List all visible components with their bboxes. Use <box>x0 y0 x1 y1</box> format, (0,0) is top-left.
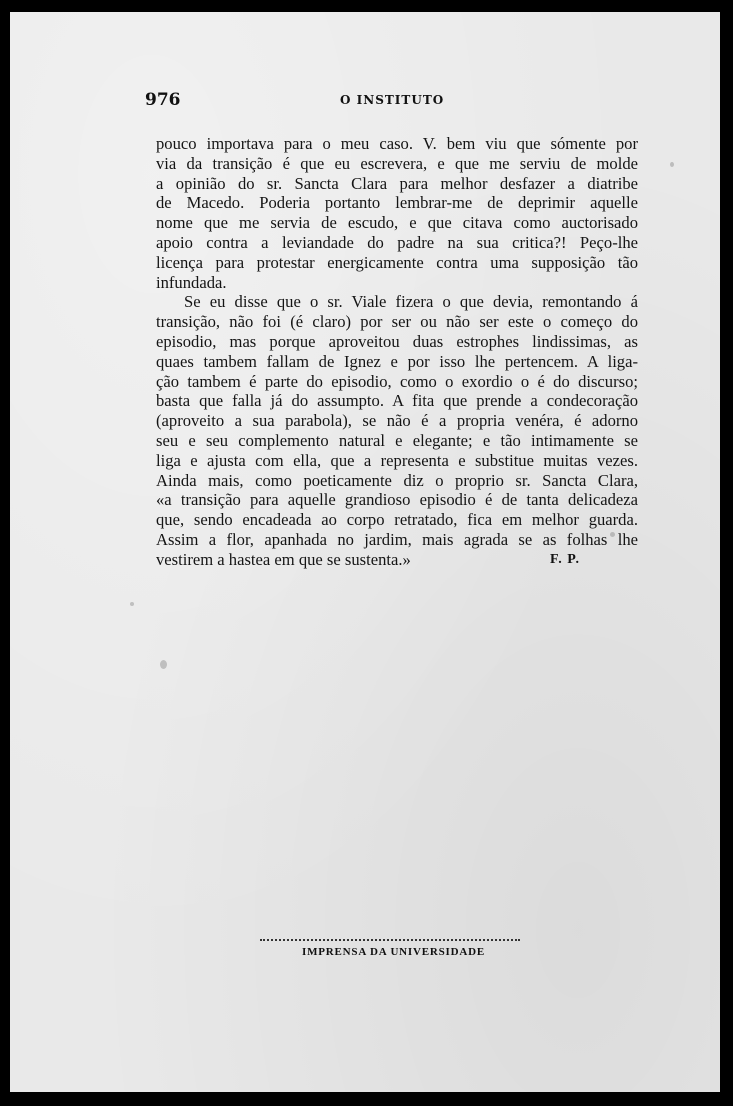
text-line: apoio contra a leviandade do padre na sua critica?! Peço-lhe <box>156 232 638 252</box>
text-line: pouco importava para o meu caso. V. bem viu que sómente por <box>156 134 638 153</box>
text-line: que, sendo encadeada ao corpo retratado, fica em melhor guarda. <box>156 510 638 530</box>
text-line: Se eu disse que o sr. Viale fizera o que devia, remontando á <box>184 292 638 312</box>
paper-speck <box>130 602 134 606</box>
page-number: 976 <box>145 90 181 110</box>
paragraph-2 <box>156 292 638 569</box>
imprint: IMPRENSA DA UNIVERSIDADE <box>302 946 486 958</box>
paper-speck <box>610 532 615 537</box>
text-line: ção tambem é parte do episodio, como o exordio o é do discurso; <box>156 371 638 391</box>
text-line: infundada. <box>156 272 227 292</box>
text-line: de Macedo. Poderia portanto lembrar-me de deprimir aquelle <box>156 193 638 213</box>
body-text <box>156 134 638 570</box>
text-line: Ainda mais, como poeticamente diz o proprio sr. Sancta Clara, <box>156 470 638 490</box>
text-line: vestirem a hastea em que se sustenta.» <box>156 549 411 569</box>
text-line: seu e seu complemento natural e elegante; e tão intimamente se <box>156 430 638 450</box>
text-line: episodio, mas porque aproveitou duas estrophes lindissimas, as <box>156 331 638 351</box>
text-line: «a transição para aquelle grandioso episodio é de tanta delicadeza <box>156 490 638 510</box>
text-line: (aproveito a sua parabola), se não é a propria venéra, é adorno <box>156 411 638 431</box>
text-line: quaes tambem fallam de Ignez e por isso lhe pertencem. A liga- <box>156 351 638 371</box>
paper-speck <box>670 162 674 167</box>
text-line: liga e ajusta com ella, que a representa e substitue muitas vezes. <box>156 450 638 470</box>
signature: F. P. <box>550 552 581 567</box>
text-line: via da transição é que eu escrevera, e que me serviu de molde <box>156 153 638 173</box>
page-header <box>145 90 637 112</box>
text-line: nome que me servia de escudo, e que citava como auctorisado <box>156 213 638 233</box>
paper-speck <box>160 660 167 669</box>
text-line: basta que falla já do assumpto. A fita que prende a condecoração <box>156 391 638 411</box>
document-page <box>10 12 720 1092</box>
text-line: a opinião do sr. Sancta Clara para melhor desfazer a diatribe <box>156 173 638 193</box>
paragraph-1 <box>156 134 638 292</box>
text-line: licença para protestar energicamente contra uma supposição tão <box>156 252 638 272</box>
text-line: transição, não foi (é claro) por ser ou não ser este o começo do <box>156 312 638 332</box>
text-line: Assim a flor, apanhada no jardim, mais agrada se as folhas lhe <box>156 529 638 549</box>
running-head: O INSTITUTO <box>340 93 445 107</box>
